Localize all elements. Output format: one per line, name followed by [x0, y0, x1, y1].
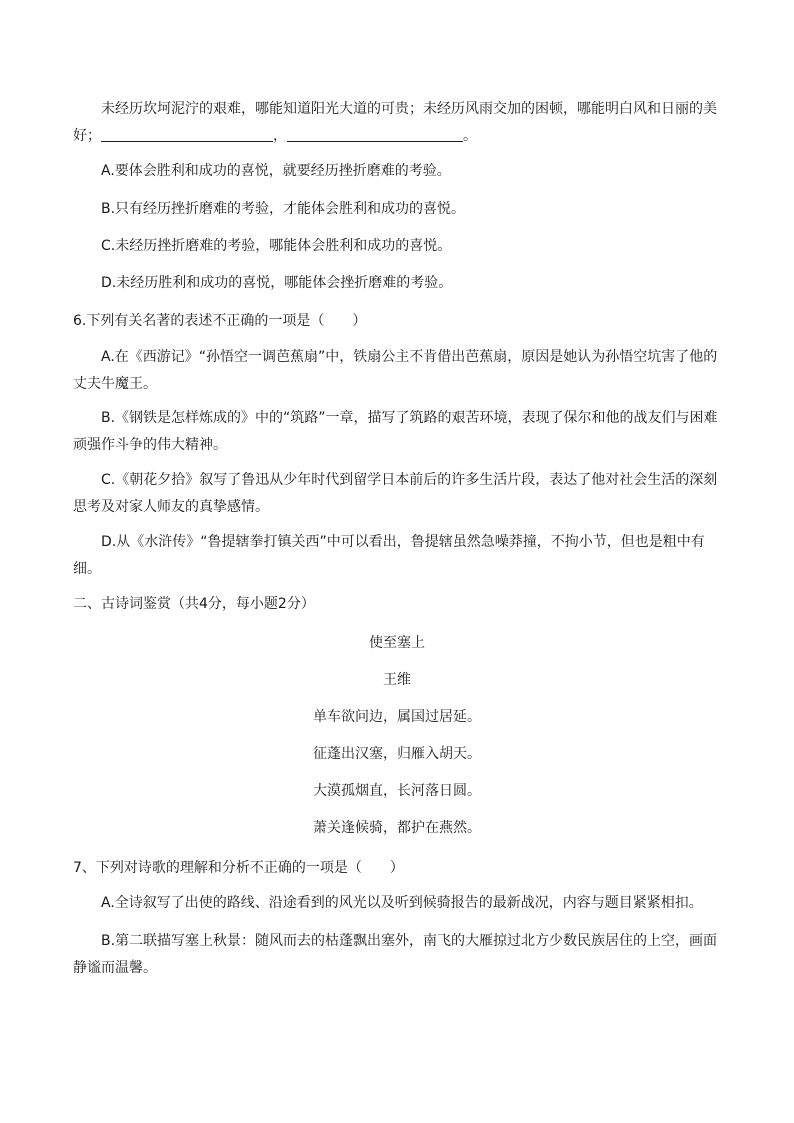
q5-option-c: C.未经历挫折磨难的考验，哪能体会胜利和成功的喜悦。	[101, 238, 452, 254]
q6-option-a: A.在《西游记》“孙悟空一调芭蕉扇”中，铁扇公主不肯借出芭蕉扇，原因是她认为孙悟空坑害了他的丈夫牛魔王。	[73, 349, 718, 392]
poem-author: 王维	[383, 672, 411, 688]
poem-title: 使至塞上	[369, 635, 425, 651]
poem-line-2: 征蓬出汉塞，归雁入胡天。	[313, 746, 481, 762]
poem-line-4: 萧关逢候骑，都护在燕然。	[313, 820, 481, 836]
q5-blank-1[interactable]	[101, 127, 273, 142]
q7-option-a: A.全诗叙写了出使的路线、沿途看到的风光以及听到候骑报告的最新战况，内容与题目紧紧相扣。	[101, 895, 703, 911]
q5-option-d: D.未经历胜利和成功的喜悦，哪能体会挫折磨难的考验。	[101, 275, 453, 291]
section-2-heading: 二、古诗词鉴赏（共4分，每小题2分）	[73, 596, 315, 612]
q5-option-b: B.只有经历挫折磨难的考验，才能体会胜利和成功的喜悦。	[101, 201, 466, 217]
q5-blank-2[interactable]	[287, 127, 463, 142]
q6-option-d: D.从《水浒传》“鲁提辖拳打镇关西”中可以看出，鲁提辖虽然急噪莽撞，不拘小节，但也是粗中有细。	[73, 534, 705, 577]
poem-line-1: 单车欲问边，属国过居延。	[313, 709, 481, 725]
q5-option-a: A.要体会胜利和成功的喜悦，就要经历挫折磨难的考验。	[101, 163, 451, 179]
q5-stem	[73, 96, 721, 150]
q5-stem-text: 未经历坎坷泥泞的艰难，哪能知道阳光大道的可贵；未经历风雨交加的困顿，哪能明白风和日丽的美好；	[73, 101, 717, 144]
poem-line-3: 大漠孤烟直，长河落日圆。	[313, 783, 481, 799]
q5-stem-period: 。	[463, 128, 477, 144]
q6-option-c: C.《朝花夕拾》叙写了鲁迅从少年时代到留学日本前后的许多生活片段，表达了他对社会生活的深刻思考及对家人师友的真挚感情。	[73, 472, 718, 515]
q7-option-b: B.第二联描写塞上秋景：随风而去的枯蓬飘出塞外，南飞的大雁掠过北方少数民族居住的上空，画面静谧而温馨。	[73, 933, 718, 976]
q6-stem: 6.下列有关名著的表述不正确的一项是（ ）	[73, 313, 367, 329]
q6-option-b: B.《钢铁是怎样炼成的》中的“筑路”一章，描写了筑路的艰苦环境，表现了保尔和他的战友们与困难顽强作斗争的伟大精神。	[73, 410, 718, 453]
q5-stem-comma: ，	[273, 128, 287, 144]
q7-stem: 7、下列对诗歌的理解和分析不正确的一项是（ ）	[73, 860, 404, 876]
